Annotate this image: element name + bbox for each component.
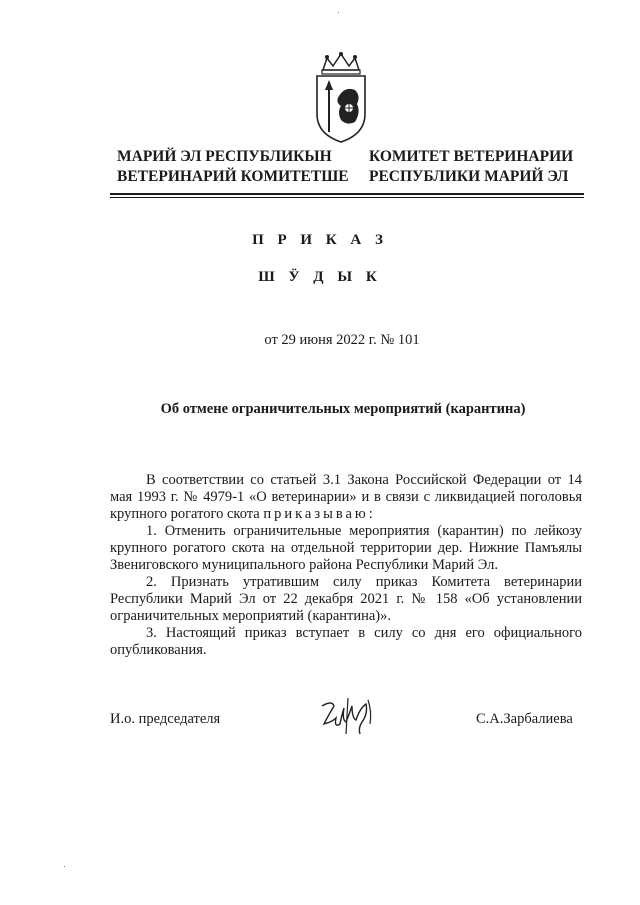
header-rule-thick	[110, 193, 584, 195]
date-line: от 29 июня 2022 г. № 101	[264, 332, 420, 348]
header-left-line2: ВЕТЕРИНАРИЙ КОМИТЕТШЕ	[117, 168, 349, 185]
body-item-3: 3. Настоящий приказ вступает в силу со дня его официального опубликования.	[110, 625, 582, 658]
handwritten-signature	[318, 694, 376, 742]
body-item-2: 2. Признать утратившим силу приказ Комитета ветеринарии Республики Марий Эл от 22 декабря 2021 г. № 158 «Об установлении ограничительных мероприятий (карантина)».	[110, 574, 582, 624]
scan-speck	[64, 866, 65, 867]
coat-of-arms-icon	[305, 52, 377, 144]
scan-speck	[338, 12, 339, 13]
header-left-line1: МАРИЙ ЭЛ РЕСПУБЛИКЫН	[117, 148, 332, 165]
doc-type-mari: Ш Ӱ Д Ы К	[258, 269, 382, 285]
signatory-role: И.о. председателя	[110, 711, 221, 727]
subject-heading: Об отмене ограничительных мероприятий (карантина)	[160, 401, 526, 417]
header-right-line2: РЕСПУБЛИКИ МАРИЙ ЭЛ	[369, 168, 569, 185]
order-word: приказываю:	[263, 506, 376, 522]
header-left	[117, 147, 349, 187]
header-right-line1: КОМИТЕТ ВЕТЕРИНАРИИ	[369, 148, 574, 165]
body-item-1: 1. Отменить ограничительные мероприятия (карантин) по лейкозу крупного рогатого скота на отдельной территории дер. Нижние Памъялы Звениговского муниципального района Республики Марий Эл.	[110, 523, 582, 573]
doc-type-ru: П Р И К А З	[252, 232, 388, 248]
signatory-name: С.А.Зарбалиева	[476, 711, 573, 727]
header-right	[369, 147, 573, 187]
document-body	[110, 472, 582, 659]
body-intro	[110, 472, 582, 523]
header-rule-thin	[110, 197, 584, 198]
intro-text: В соответствии со статьей 3.1 Закона Российской Федерации от 14 мая 1993 г. № 4979-1 «О ветеринарии» и в связи с ликвидацией поголовья крупного рогатого скота	[110, 472, 582, 522]
